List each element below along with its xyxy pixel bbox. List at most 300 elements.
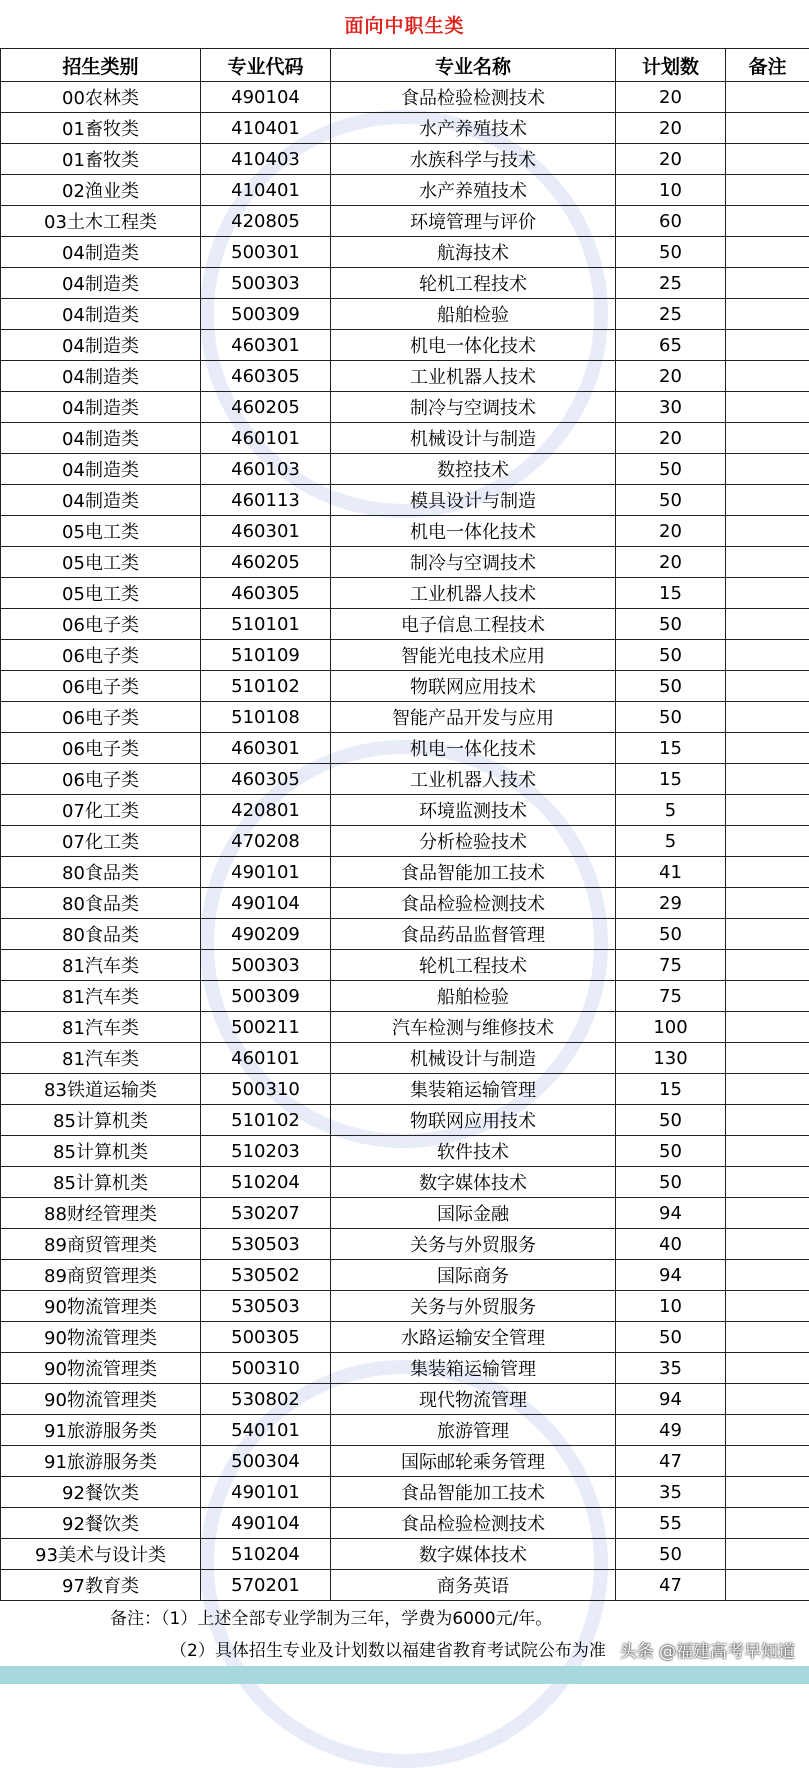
cell-major-name: 国际金融 xyxy=(331,1198,616,1229)
cell-major-code: 420805 xyxy=(201,206,331,237)
cell-category: 85计算机类 xyxy=(1,1136,201,1167)
cell-plan-count: 50 xyxy=(616,640,726,671)
cell-major-name: 食品检验检测技术 xyxy=(331,888,616,919)
cell-major-code: 500303 xyxy=(201,950,331,981)
cell-major-name: 水产养殖技术 xyxy=(331,175,616,206)
cell-category: 85计算机类 xyxy=(1,1167,201,1198)
cell-major-name: 制冷与空调技术 xyxy=(331,547,616,578)
cell-category: 04制造类 xyxy=(1,454,201,485)
cell-major-code: 510101 xyxy=(201,609,331,640)
cell-major-name: 水族科学与技术 xyxy=(331,144,616,175)
table-row xyxy=(1,795,809,826)
cell-plan-count: 35 xyxy=(616,1353,726,1384)
cell-remarks xyxy=(726,1570,809,1601)
table-row xyxy=(1,516,809,547)
cell-major-code: 500310 xyxy=(201,1353,331,1384)
cell-plan-count: 50 xyxy=(616,454,726,485)
cell-major-code: 530503 xyxy=(201,1291,331,1322)
cell-remarks xyxy=(726,609,809,640)
header-remarks: 备注 xyxy=(726,49,809,82)
cell-plan-count: 94 xyxy=(616,1384,726,1415)
cell-plan-count: 30 xyxy=(616,392,726,423)
cell-major-code: 510203 xyxy=(201,1136,331,1167)
cell-major-code: 530503 xyxy=(201,1229,331,1260)
header-category: 招生类别 xyxy=(1,49,201,82)
cell-category: 80食品类 xyxy=(1,888,201,919)
table-row xyxy=(1,826,809,857)
cell-remarks xyxy=(726,1074,809,1105)
cell-plan-count: 47 xyxy=(616,1570,726,1601)
cell-plan-count: 75 xyxy=(616,950,726,981)
cell-major-name: 机械设计与制造 xyxy=(331,423,616,454)
cell-category: 90物流管理类 xyxy=(1,1291,201,1322)
cell-plan-count: 50 xyxy=(616,1539,726,1570)
table-row xyxy=(1,1260,809,1291)
cell-category: 05电工类 xyxy=(1,516,201,547)
cell-category: 04制造类 xyxy=(1,423,201,454)
table-row xyxy=(1,1508,809,1539)
cell-major-code: 490209 xyxy=(201,919,331,950)
cell-remarks xyxy=(726,113,809,144)
cell-category: 92餐饮类 xyxy=(1,1477,201,1508)
cell-major-code: 510102 xyxy=(201,1105,331,1136)
cell-plan-count: 40 xyxy=(616,1229,726,1260)
table-header-row xyxy=(1,49,809,82)
cell-category: 90物流管理类 xyxy=(1,1384,201,1415)
cell-remarks xyxy=(726,640,809,671)
header-major-name: 专业名称 xyxy=(331,49,616,82)
cell-major-name: 数控技术 xyxy=(331,454,616,485)
cell-major-code: 460305 xyxy=(201,361,331,392)
table-row xyxy=(1,423,809,454)
cell-major-name: 智能产品开发与应用 xyxy=(331,702,616,733)
cell-remarks xyxy=(726,1477,809,1508)
table-row xyxy=(1,1012,809,1043)
cell-remarks xyxy=(726,1260,809,1291)
table-row xyxy=(1,485,809,516)
cell-plan-count: 15 xyxy=(616,578,726,609)
cell-major-code: 500309 xyxy=(201,981,331,1012)
note-line-2: （2）具体招生专业及计划数以福建省教育考试院公布为准 xyxy=(170,1636,606,1661)
cell-remarks xyxy=(726,981,809,1012)
table-row xyxy=(1,1477,809,1508)
table-row xyxy=(1,1291,809,1322)
cell-remarks xyxy=(726,268,809,299)
cell-category: 03土木工程类 xyxy=(1,206,201,237)
cell-plan-count: 20 xyxy=(616,82,726,113)
cell-remarks xyxy=(726,733,809,764)
cell-major-code: 460305 xyxy=(201,578,331,609)
table-row xyxy=(1,237,809,268)
cell-major-code: 530207 xyxy=(201,1198,331,1229)
cell-category: 97教育类 xyxy=(1,1570,201,1601)
cell-major-name: 环境监测技术 xyxy=(331,795,616,826)
cell-category: 04制造类 xyxy=(1,299,201,330)
cell-plan-count: 50 xyxy=(616,1322,726,1353)
table-row xyxy=(1,764,809,795)
table-row xyxy=(1,981,809,1012)
cell-remarks xyxy=(726,950,809,981)
cell-remarks xyxy=(726,857,809,888)
cell-remarks xyxy=(726,299,809,330)
cell-remarks xyxy=(726,578,809,609)
table-row xyxy=(1,1136,809,1167)
cell-remarks xyxy=(726,1353,809,1384)
table-row xyxy=(1,609,809,640)
cell-major-code: 460301 xyxy=(201,516,331,547)
cell-major-code: 410401 xyxy=(201,113,331,144)
table-row xyxy=(1,578,809,609)
cell-major-code: 490104 xyxy=(201,888,331,919)
cell-major-name: 机电一体化技术 xyxy=(331,330,616,361)
cell-plan-count: 50 xyxy=(616,609,726,640)
cell-major-code: 490101 xyxy=(201,1477,331,1508)
table-title-bar xyxy=(0,0,809,48)
table-row xyxy=(1,857,809,888)
cell-category: 93美术与设计类 xyxy=(1,1539,201,1570)
cell-category: 91旅游服务类 xyxy=(1,1415,201,1446)
footer-brand-watermark: 头条 @福建高考早知道 xyxy=(620,1637,795,1662)
cell-plan-count: 5 xyxy=(616,795,726,826)
cell-category: 04制造类 xyxy=(1,392,201,423)
cell-category: 00农林类 xyxy=(1,82,201,113)
cell-category: 81汽车类 xyxy=(1,981,201,1012)
cell-category: 89商贸管理类 xyxy=(1,1260,201,1291)
cell-remarks xyxy=(726,795,809,826)
table-row xyxy=(1,733,809,764)
cell-category: 06电子类 xyxy=(1,671,201,702)
cell-category: 85计算机类 xyxy=(1,1105,201,1136)
cell-major-name: 工业机器人技术 xyxy=(331,764,616,795)
cell-remarks xyxy=(726,1198,809,1229)
table-row xyxy=(1,547,809,578)
cell-major-code: 510108 xyxy=(201,702,331,733)
cell-major-name: 制冷与空调技术 xyxy=(331,392,616,423)
cell-plan-count: 100 xyxy=(616,1012,726,1043)
cell-remarks xyxy=(726,1415,809,1446)
cell-major-name: 环境管理与评价 xyxy=(331,206,616,237)
bottom-strip xyxy=(0,1666,809,1684)
cell-plan-count: 60 xyxy=(616,206,726,237)
cell-major-code: 460301 xyxy=(201,733,331,764)
cell-remarks xyxy=(726,888,809,919)
table-row xyxy=(1,1074,809,1105)
cell-major-name: 数字媒体技术 xyxy=(331,1167,616,1198)
cell-remarks xyxy=(726,237,809,268)
cell-remarks xyxy=(726,1539,809,1570)
cell-major-name: 工业机器人技术 xyxy=(331,578,616,609)
cell-major-name: 食品智能加工技术 xyxy=(331,1477,616,1508)
cell-category: 91旅游服务类 xyxy=(1,1446,201,1477)
cell-major-code: 530502 xyxy=(201,1260,331,1291)
cell-major-code: 460301 xyxy=(201,330,331,361)
cell-remarks xyxy=(726,516,809,547)
table-row xyxy=(1,454,809,485)
cell-major-code: 530802 xyxy=(201,1384,331,1415)
table-row xyxy=(1,1198,809,1229)
table-row xyxy=(1,1322,809,1353)
cell-category: 06电子类 xyxy=(1,733,201,764)
cell-remarks xyxy=(726,175,809,206)
cell-category: 07化工类 xyxy=(1,795,201,826)
cell-category: 06电子类 xyxy=(1,764,201,795)
cell-major-name: 商务英语 xyxy=(331,1570,616,1601)
cell-category: 81汽车类 xyxy=(1,1043,201,1074)
table-row xyxy=(1,268,809,299)
cell-remarks xyxy=(726,1105,809,1136)
table-row xyxy=(1,1229,809,1260)
cell-category: 90物流管理类 xyxy=(1,1322,201,1353)
cell-major-name: 食品药品监督管理 xyxy=(331,919,616,950)
cell-major-name: 软件技术 xyxy=(331,1136,616,1167)
cell-major-code: 500303 xyxy=(201,268,331,299)
cell-major-name: 物联网应用技术 xyxy=(331,1105,616,1136)
cell-remarks xyxy=(726,1322,809,1353)
cell-category: 06电子类 xyxy=(1,702,201,733)
cell-remarks xyxy=(726,671,809,702)
cell-plan-count: 20 xyxy=(616,113,726,144)
cell-major-code: 490104 xyxy=(201,1508,331,1539)
cell-major-name: 机械设计与制造 xyxy=(331,1043,616,1074)
cell-major-name: 国际商务 xyxy=(331,1260,616,1291)
cell-major-name: 集装箱运输管理 xyxy=(331,1074,616,1105)
cell-remarks xyxy=(726,423,809,454)
cell-major-code: 460305 xyxy=(201,764,331,795)
cell-category: 04制造类 xyxy=(1,361,201,392)
cell-category: 81汽车类 xyxy=(1,1012,201,1043)
header-plan-count: 计划数 xyxy=(616,49,726,82)
cell-major-code: 490104 xyxy=(201,82,331,113)
table-row xyxy=(1,640,809,671)
cell-major-code: 500309 xyxy=(201,299,331,330)
cell-major-code: 510102 xyxy=(201,671,331,702)
cell-category: 04制造类 xyxy=(1,330,201,361)
table-body xyxy=(1,82,809,1601)
cell-major-name: 食品检验检测技术 xyxy=(331,82,616,113)
cell-remarks xyxy=(726,1446,809,1477)
cell-category: 04制造类 xyxy=(1,237,201,268)
cell-plan-count: 41 xyxy=(616,857,726,888)
cell-remarks xyxy=(726,392,809,423)
cell-major-name: 轮机工程技术 xyxy=(331,268,616,299)
table-row xyxy=(1,392,809,423)
table-row xyxy=(1,888,809,919)
cell-major-name: 工业机器人技术 xyxy=(331,361,616,392)
cell-plan-count: 20 xyxy=(616,516,726,547)
cell-major-name: 数字媒体技术 xyxy=(331,1539,616,1570)
cell-category: 01畜牧类 xyxy=(1,113,201,144)
cell-major-code: 500211 xyxy=(201,1012,331,1043)
cell-plan-count: 25 xyxy=(616,299,726,330)
cell-remarks xyxy=(726,1291,809,1322)
cell-category: 02渔业类 xyxy=(1,175,201,206)
cell-remarks xyxy=(726,82,809,113)
cell-major-name: 机电一体化技术 xyxy=(331,516,616,547)
cell-remarks xyxy=(726,826,809,857)
cell-major-name: 物联网应用技术 xyxy=(331,671,616,702)
cell-major-code: 420801 xyxy=(201,795,331,826)
cell-plan-count: 20 xyxy=(616,144,726,175)
cell-remarks xyxy=(726,361,809,392)
table-row xyxy=(1,1043,809,1074)
cell-category: 89商贸管理类 xyxy=(1,1229,201,1260)
cell-plan-count: 50 xyxy=(616,671,726,702)
cell-major-code: 490101 xyxy=(201,857,331,888)
table-row xyxy=(1,299,809,330)
cell-major-name: 现代物流管理 xyxy=(331,1384,616,1415)
cell-major-name: 旅游管理 xyxy=(331,1415,616,1446)
cell-major-name: 集装箱运输管理 xyxy=(331,1353,616,1384)
cell-plan-count: 50 xyxy=(616,1136,726,1167)
cell-major-code: 510204 xyxy=(201,1167,331,1198)
cell-plan-count: 50 xyxy=(616,702,726,733)
cell-category: 04制造类 xyxy=(1,268,201,299)
cell-major-name: 汽车检测与维修技术 xyxy=(331,1012,616,1043)
cell-remarks xyxy=(726,454,809,485)
table-row xyxy=(1,206,809,237)
cell-plan-count: 75 xyxy=(616,981,726,1012)
cell-category: 01畜牧类 xyxy=(1,144,201,175)
cell-remarks xyxy=(726,1136,809,1167)
cell-plan-count: 15 xyxy=(616,733,726,764)
cell-plan-count: 35 xyxy=(616,1477,726,1508)
cell-major-name: 航海技术 xyxy=(331,237,616,268)
cell-major-name: 船舶检验 xyxy=(331,981,616,1012)
cell-plan-count: 50 xyxy=(616,1167,726,1198)
cell-major-name: 食品检验检测技术 xyxy=(331,1508,616,1539)
cell-major-code: 460103 xyxy=(201,454,331,485)
cell-major-code: 410403 xyxy=(201,144,331,175)
table-row xyxy=(1,144,809,175)
cell-major-code: 460205 xyxy=(201,547,331,578)
cell-plan-count: 25 xyxy=(616,268,726,299)
cell-major-code: 460113 xyxy=(201,485,331,516)
cell-category: 88财经管理类 xyxy=(1,1198,201,1229)
cell-remarks xyxy=(726,206,809,237)
cell-major-name: 轮机工程技术 xyxy=(331,950,616,981)
cell-major-name: 关务与外贸服务 xyxy=(331,1229,616,1260)
cell-plan-count: 47 xyxy=(616,1446,726,1477)
cell-plan-count: 65 xyxy=(616,330,726,361)
table-row xyxy=(1,330,809,361)
cell-major-name: 水路运输安全管理 xyxy=(331,1322,616,1353)
cell-plan-count: 15 xyxy=(616,1074,726,1105)
cell-category: 92餐饮类 xyxy=(1,1508,201,1539)
cell-major-name: 船舶检验 xyxy=(331,299,616,330)
table-row xyxy=(1,1539,809,1570)
cell-plan-count: 94 xyxy=(616,1198,726,1229)
cell-major-name: 分析检验技术 xyxy=(331,826,616,857)
cell-major-code: 500301 xyxy=(201,237,331,268)
table-row xyxy=(1,1570,809,1601)
cell-remarks xyxy=(726,1508,809,1539)
cell-major-code: 460101 xyxy=(201,1043,331,1074)
table-row xyxy=(1,1446,809,1477)
cell-category: 80食品类 xyxy=(1,857,201,888)
cell-category: 90物流管理类 xyxy=(1,1353,201,1384)
cell-major-name: 机电一体化技术 xyxy=(331,733,616,764)
cell-plan-count: 50 xyxy=(616,237,726,268)
cell-remarks xyxy=(726,547,809,578)
cell-major-name: 国际邮轮乘务管理 xyxy=(331,1446,616,1477)
cell-remarks xyxy=(726,919,809,950)
table-row xyxy=(1,950,809,981)
cell-major-name: 关务与外贸服务 xyxy=(331,1291,616,1322)
cell-plan-count: 5 xyxy=(616,826,726,857)
table-row xyxy=(1,1384,809,1415)
cell-category: 05电工类 xyxy=(1,547,201,578)
cell-major-name: 电子信息工程技术 xyxy=(331,609,616,640)
cell-major-code: 510204 xyxy=(201,1539,331,1570)
cell-plan-count: 15 xyxy=(616,764,726,795)
cell-major-code: 500304 xyxy=(201,1446,331,1477)
cell-remarks xyxy=(726,1229,809,1260)
cell-major-name: 智能光电技术应用 xyxy=(331,640,616,671)
table-row xyxy=(1,1353,809,1384)
cell-major-code: 500305 xyxy=(201,1322,331,1353)
cell-category: 05电工类 xyxy=(1,578,201,609)
cell-category: 07化工类 xyxy=(1,826,201,857)
cell-category: 04制造类 xyxy=(1,485,201,516)
note-line-1: 备注：（1）上述全部专业学制为三年，学费为6000元/年。 xyxy=(110,1604,552,1629)
cell-category: 81汽车类 xyxy=(1,950,201,981)
cell-major-code: 570201 xyxy=(201,1570,331,1601)
table-title: 面向中职生类 xyxy=(344,11,464,38)
cell-plan-count: 20 xyxy=(616,547,726,578)
cell-plan-count: 94 xyxy=(616,1260,726,1291)
cell-major-code: 460101 xyxy=(201,423,331,454)
cell-major-name: 模具设计与制造 xyxy=(331,485,616,516)
cell-major-code: 510109 xyxy=(201,640,331,671)
cell-plan-count: 50 xyxy=(616,485,726,516)
table-row xyxy=(1,919,809,950)
cell-category: 80食品类 xyxy=(1,919,201,950)
cell-plan-count: 50 xyxy=(616,919,726,950)
cell-major-code: 460205 xyxy=(201,392,331,423)
cell-major-name: 食品智能加工技术 xyxy=(331,857,616,888)
cell-remarks xyxy=(726,485,809,516)
cell-remarks xyxy=(726,1384,809,1415)
table-row xyxy=(1,702,809,733)
table-row xyxy=(1,1167,809,1198)
header-major-code: 专业代码 xyxy=(201,49,331,82)
cell-remarks xyxy=(726,764,809,795)
cell-plan-count: 20 xyxy=(616,361,726,392)
cell-category: 83铁道运输类 xyxy=(1,1074,201,1105)
enrollment-table-container xyxy=(0,48,809,1601)
cell-major-code: 470208 xyxy=(201,826,331,857)
cell-plan-count: 130 xyxy=(616,1043,726,1074)
table-row xyxy=(1,1105,809,1136)
cell-plan-count: 10 xyxy=(616,175,726,206)
table-row xyxy=(1,1415,809,1446)
cell-plan-count: 50 xyxy=(616,1105,726,1136)
cell-remarks xyxy=(726,144,809,175)
cell-remarks xyxy=(726,330,809,361)
table-row xyxy=(1,82,809,113)
table-row xyxy=(1,671,809,702)
table-row xyxy=(1,113,809,144)
cell-remarks xyxy=(726,702,809,733)
cell-plan-count: 29 xyxy=(616,888,726,919)
cell-remarks xyxy=(726,1012,809,1043)
cell-major-code: 410401 xyxy=(201,175,331,206)
cell-category: 06电子类 xyxy=(1,640,201,671)
cell-major-name: 水产养殖技术 xyxy=(331,113,616,144)
cell-category: 06电子类 xyxy=(1,609,201,640)
table-row xyxy=(1,175,809,206)
cell-plan-count: 10 xyxy=(616,1291,726,1322)
